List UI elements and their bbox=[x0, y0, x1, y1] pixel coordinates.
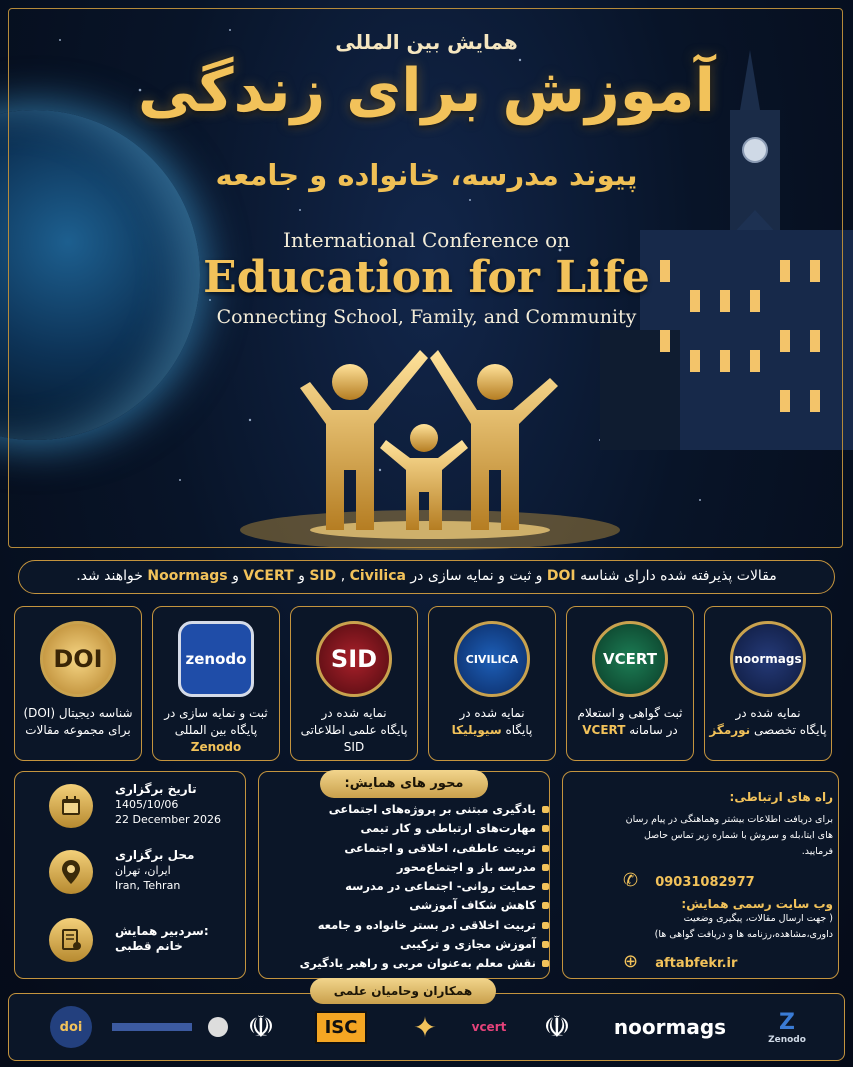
topic-item: آموزش مجازی و ترکیبی bbox=[269, 935, 549, 954]
banner-text: مقالات پذیرفته شده دارای شناسه bbox=[575, 568, 777, 584]
place-row bbox=[15, 844, 245, 900]
civilica-bar-icon bbox=[112, 1023, 192, 1031]
banner-text: و ثبت و نمایه سازی در bbox=[405, 568, 547, 584]
zenodo-sponsor-label: Zenodo bbox=[768, 1034, 806, 1045]
card-line: پایگاه بین المللی bbox=[174, 723, 258, 737]
card-vcert-text bbox=[567, 705, 693, 739]
sponsor-book bbox=[403, 1004, 447, 1050]
vcert-logo-icon: VCERT bbox=[592, 621, 668, 697]
banner-sid: SID bbox=[309, 568, 337, 584]
editor-text bbox=[115, 924, 209, 954]
sponsors-title: همکاران وحامیان علمی bbox=[310, 978, 496, 1004]
doi-sponsor-logo-icon: doi bbox=[50, 1006, 92, 1048]
date-text bbox=[115, 782, 221, 827]
topic-item: تربیت اخلاقی در بستر خانواده و جامعه bbox=[269, 916, 549, 935]
card-line: شناسه دیجیتال (DOI) bbox=[23, 706, 133, 720]
sponsor-iran-emblem-1 bbox=[241, 1004, 281, 1050]
card-highlight: نورمگز bbox=[709, 723, 751, 737]
website-link[interactable]: aftabfekr.ir bbox=[655, 956, 738, 971]
sponsor-doi bbox=[45, 1004, 97, 1050]
sid-logo-icon: SID bbox=[316, 621, 392, 697]
card-line: پایگاه bbox=[501, 723, 533, 737]
topic-item: یادگیری مبتنی بر پروژه‌های اجتماعی bbox=[269, 800, 549, 819]
topic-item: نقش معلم به‌عنوان مربی و راهبر یادگیری bbox=[269, 954, 549, 973]
iran-emblem-icon: ☫ bbox=[247, 1009, 275, 1045]
banner-vcert: VCERT bbox=[243, 568, 294, 584]
vcert-sponsor-logo-icon: vcert bbox=[471, 1020, 507, 1034]
banner-civilica: Civilica bbox=[349, 568, 406, 584]
banner-text: و bbox=[293, 568, 310, 584]
card-line: ثبت و نمایه سازی در bbox=[164, 706, 268, 720]
phone-number[interactable]: 09031082977 bbox=[655, 875, 755, 890]
place-en: Iran, Tehran bbox=[115, 879, 181, 892]
conference-prefix-fa: همایش بین المللی bbox=[335, 30, 518, 54]
date-en: 22 December 2026 bbox=[115, 813, 222, 826]
card-doi-text bbox=[15, 705, 141, 739]
conference-prefix-en: International Conference on bbox=[282, 228, 571, 252]
website-row[interactable] bbox=[583, 951, 833, 972]
banner-text: , bbox=[336, 568, 350, 584]
zenodo-logo-icon: zenodo bbox=[178, 621, 254, 697]
card-highlight: Zenodo bbox=[190, 740, 242, 754]
card-sid-text bbox=[291, 705, 417, 756]
banner-doi: DOI bbox=[546, 568, 576, 584]
indexing-banner bbox=[18, 560, 835, 594]
card-zenodo-text bbox=[153, 705, 279, 756]
doi-logo-icon: DOI bbox=[40, 621, 116, 697]
card-highlight: VCERT bbox=[582, 723, 626, 737]
sponsor-round bbox=[205, 1004, 231, 1050]
calendar-icon bbox=[49, 784, 93, 828]
topic-item: مدرسه باز و اجتماع‌محور bbox=[269, 858, 549, 877]
globe-icon: ⊕ bbox=[623, 951, 639, 972]
topic-item: کاهش شکاف آموزشی bbox=[269, 896, 549, 915]
noormags-logo-icon: noormags bbox=[730, 621, 806, 697]
topic-item: مهارت‌های ارتباطی و کار تیمی bbox=[269, 819, 549, 838]
card-line: پایگاه تخصصی bbox=[750, 723, 827, 737]
website-desc: ( جهت ارسال مقالات، پیگیری وضعیت داوری،مشاهده،رزنامه ها و دریافت گواهی ها) bbox=[654, 913, 833, 940]
title-fa: آموزش برای زندگی bbox=[137, 56, 716, 126]
topics-title: محور های همایش: bbox=[320, 770, 488, 798]
sponsor-isc bbox=[313, 1004, 369, 1050]
sponsor-zenodo bbox=[757, 1004, 817, 1050]
date-row bbox=[15, 778, 245, 834]
family-figures-icon bbox=[290, 340, 570, 550]
event-info-box bbox=[14, 771, 246, 979]
contact-title: راه های ارتباطی: bbox=[729, 790, 833, 804]
place-label: محل برگزاری bbox=[115, 848, 195, 862]
sponsor-vcert bbox=[469, 1004, 509, 1050]
card-vcert bbox=[566, 606, 694, 761]
phone-icon: ✆ bbox=[623, 870, 639, 891]
banner-text: خواهند شد. bbox=[76, 568, 148, 584]
card-line: نمایه شده در bbox=[735, 706, 801, 720]
editor-label: سردبیر همایش: bbox=[115, 924, 209, 938]
contact-content bbox=[583, 790, 833, 972]
card-doi bbox=[14, 606, 142, 761]
document-edit-icon bbox=[49, 918, 93, 962]
card-line: ثبت گواهی و استعلام bbox=[577, 706, 683, 720]
banner-noormags: Noormags bbox=[147, 568, 228, 584]
sponsor-civilica-bar bbox=[107, 1004, 197, 1050]
editor-row bbox=[15, 912, 245, 968]
card-line: SID bbox=[343, 740, 365, 754]
iran-emblem-icon: ☫ bbox=[543, 1009, 571, 1045]
card-highlight: سیویلیکا bbox=[451, 723, 502, 737]
sponsor-iran-emblem-2 bbox=[537, 1004, 577, 1050]
subtitle-fa: پیوند مدرسه، خانواده و جامعه bbox=[215, 158, 638, 192]
subtitle-en: Connecting School, Family, and Community bbox=[216, 306, 637, 328]
card-line: پایگاه علمی اطلاعاتی bbox=[300, 723, 408, 737]
zenodo-z-icon: Z bbox=[779, 1009, 795, 1035]
noormags-sponsor-logo-icon: noormags bbox=[613, 1015, 727, 1039]
card-line: در سامانه bbox=[625, 723, 678, 737]
contact-desc: برای دریافت اطلاعات بیشتر وهماهنگی در پیام رسان های ایتا،بله و سروش با شماره زیر تماس حاصل فرمایید. bbox=[625, 814, 833, 857]
location-pin-icon bbox=[49, 850, 93, 894]
date-fa: 1405/10/06 bbox=[115, 798, 179, 811]
place-fa: ایران، تهران bbox=[115, 864, 171, 877]
banner-text: و bbox=[227, 568, 244, 584]
isc-logo-icon: ISC bbox=[315, 1011, 368, 1044]
card-line: نمایه شده در bbox=[321, 706, 387, 720]
website-title: وب سایت رسمی همایش: bbox=[681, 897, 833, 911]
card-civilica bbox=[428, 606, 556, 761]
card-civilica-text bbox=[429, 705, 555, 739]
date-label: تاریخ برگزاری bbox=[115, 782, 197, 796]
place-text bbox=[115, 848, 194, 893]
card-zenodo bbox=[152, 606, 280, 761]
topic-item: تربیت عاطفی، اخلاقی و اجتماعی bbox=[269, 839, 549, 858]
round-logo-icon bbox=[208, 1017, 228, 1037]
topics-list bbox=[269, 800, 549, 974]
card-line: برای مجموعه مقالات bbox=[25, 723, 131, 737]
card-sid bbox=[290, 606, 418, 761]
sponsor-noormags bbox=[605, 1004, 735, 1050]
book-logo-icon: ✦ bbox=[413, 1010, 437, 1044]
card-line: نمایه شده در bbox=[459, 706, 525, 720]
civilica-logo-icon: CIVILICA bbox=[454, 621, 530, 697]
card-noormags bbox=[704, 606, 832, 761]
topic-item: حمایت روانی- اجتماعی در مدرسه bbox=[269, 877, 549, 896]
card-noormags-text bbox=[705, 705, 831, 739]
title-en: Education for Life bbox=[203, 252, 650, 303]
phone-row[interactable] bbox=[583, 870, 833, 891]
editor-name: خانم قطبی bbox=[115, 939, 183, 953]
